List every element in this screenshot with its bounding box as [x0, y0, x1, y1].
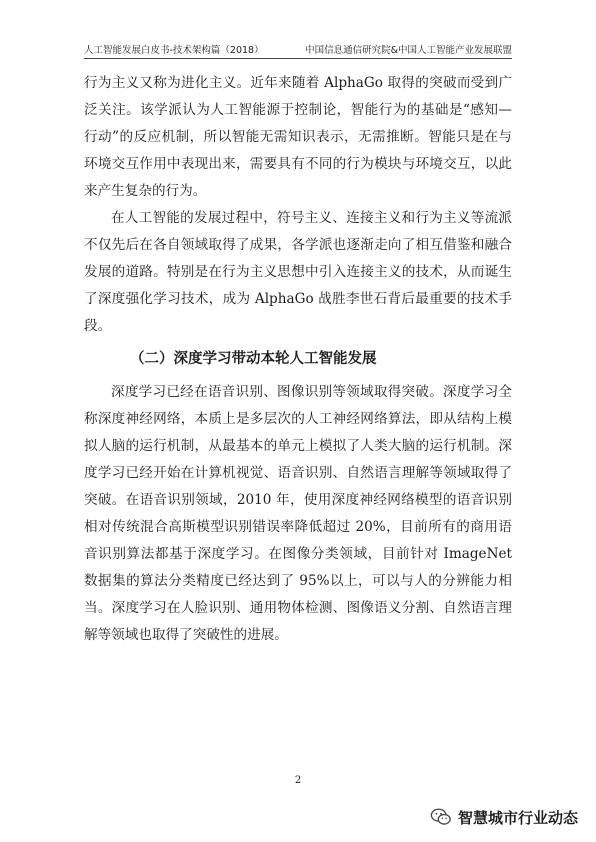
paragraph-behaviorism: 行为主义又称为进化主义。近年来随着 AlphaGo 取得的突破而受到广泛关注。该学派认为人工智能源于控制论，智能行为的基础是“感知—行动”的反应机制，所以智能无需知识表示，无需推断。智能只是在与环境交互作用中表现出来，需要具有不同的行为模块与环境交互，以此来产生复杂的行为。 [84, 75, 512, 199]
page-number: 2 [294, 775, 302, 786]
paragraph-schools-integration: 在人工智能的发展过程中，符号主义、连接主义和行为主义等流派不仅先后在各自领域取得了成果，各学派也逐渐走向了相互借鉴和融合发展的道路。特别是在行为主义思想中引入连接主义的技术，从而诞生了深度强化学习技术，成为 AlphaGo 战胜李世石背后最重要的技术手段。 [84, 210, 512, 334]
header-left-title: 人工智能发展白皮书-技术架构篇（2018） [84, 45, 264, 56]
body-text [84, 70, 512, 649]
paragraph-deep-learning: 深度学习已经在语音识别、图像识别等领域取得突破。深度学习全称深度神经网络，本质上是多层次的人工神经网络算法，即从结构上模拟人脑的运行机制，从最基本的单元上模拟了人类大脑的运行机制。深度学习已经开始在计算机视觉、语音识别、自然语言理解等领域取得了突破。在语音识别领域，2010 年，使用深度神经网络模型的语音识别相对传统混合高斯模型识别错误率降低超过 20%，目前所有的商用语音识别算法都基于深度学习。在图像分类领域，目前针对 ImageNet 数据集的算法分类精度已经达到了 95%以上，可以与人的分辨能力相当。深度学习在人脸识别、通用物体检测、图像语义分割、自然语言理解等领域也取得了突破性的进展。 [84, 384, 512, 643]
header-rule [84, 58, 512, 59]
watermark [430, 806, 578, 828]
section-heading: （二）深度学习带动本轮人工智能发展 [130, 351, 377, 367]
wechat-icon [430, 806, 452, 828]
header-right-title: 中国信息通信研究院&中国人工智能产业发展联盟 [305, 45, 512, 56]
page-header [84, 40, 512, 56]
watermark-text: 智慧城市行业动态 [457, 808, 578, 827]
